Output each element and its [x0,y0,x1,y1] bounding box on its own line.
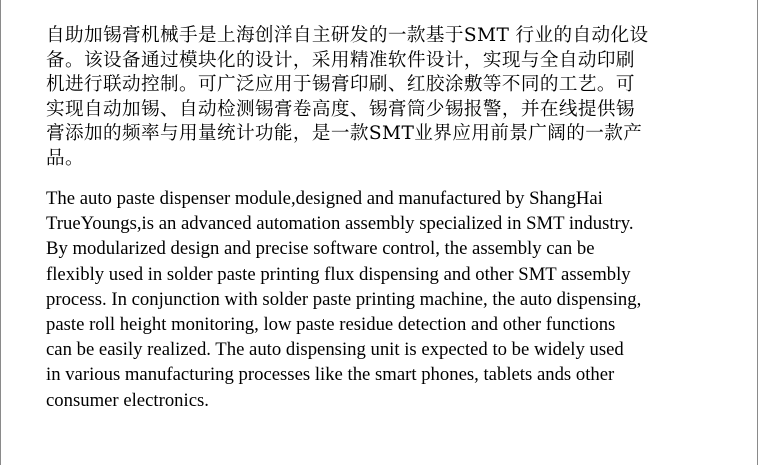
english-line: paste roll height monitoring, low paste residue detection and other functions [46,314,616,336]
english-line: consumer electronics. [46,389,209,411]
english-line: The auto paste dispenser module,designed and manufactured by ShangHai [46,188,603,209]
chinese-line: 自助加锡膏机械手是上海创洋自主研发的一款基于SMT 行业的自动化设 [46,25,649,46]
english-line: can be easily realized. The auto dispensing unit is expected to be widely used [46,339,624,361]
english-line: flexibly used in solder paste printing flux dispensing and other SMT assembly [46,263,631,285]
english-line: By modularized design and precise software control, the assembly can be [46,238,595,260]
chinese-line: 实现自动加锡、自动检测锡膏卷高度、锡膏筒少锡报警，并在线提供锡 [46,98,635,120]
chinese-line: 机进行联动控制。可广泛应用于锡膏印刷、红胶涂敷等不同的工艺。可 [46,74,635,95]
english-line: process. In conjunction with solder paste printing machine, the auto dispensing, [46,288,642,310]
page-left-border [0,0,1,465]
english-line: in various manufacturing processes like the smart phones, tablets ands other [46,364,615,386]
chinese-line: 品。 [46,147,84,169]
english-line: TrueYoungs,is an advanced automation assembly specialized in SMT industry. [46,213,634,235]
chinese-line: 备。该设备通过模块化的设计，采用精准软件设计，实现与全自动印刷 [46,49,635,71]
chinese-line: 膏添加的频率与用量统计功能，是一款SMT业界应用前景广阔的一款产 [46,123,643,144]
english-paragraph [46,186,718,413]
chinese-paragraph [46,24,718,171]
